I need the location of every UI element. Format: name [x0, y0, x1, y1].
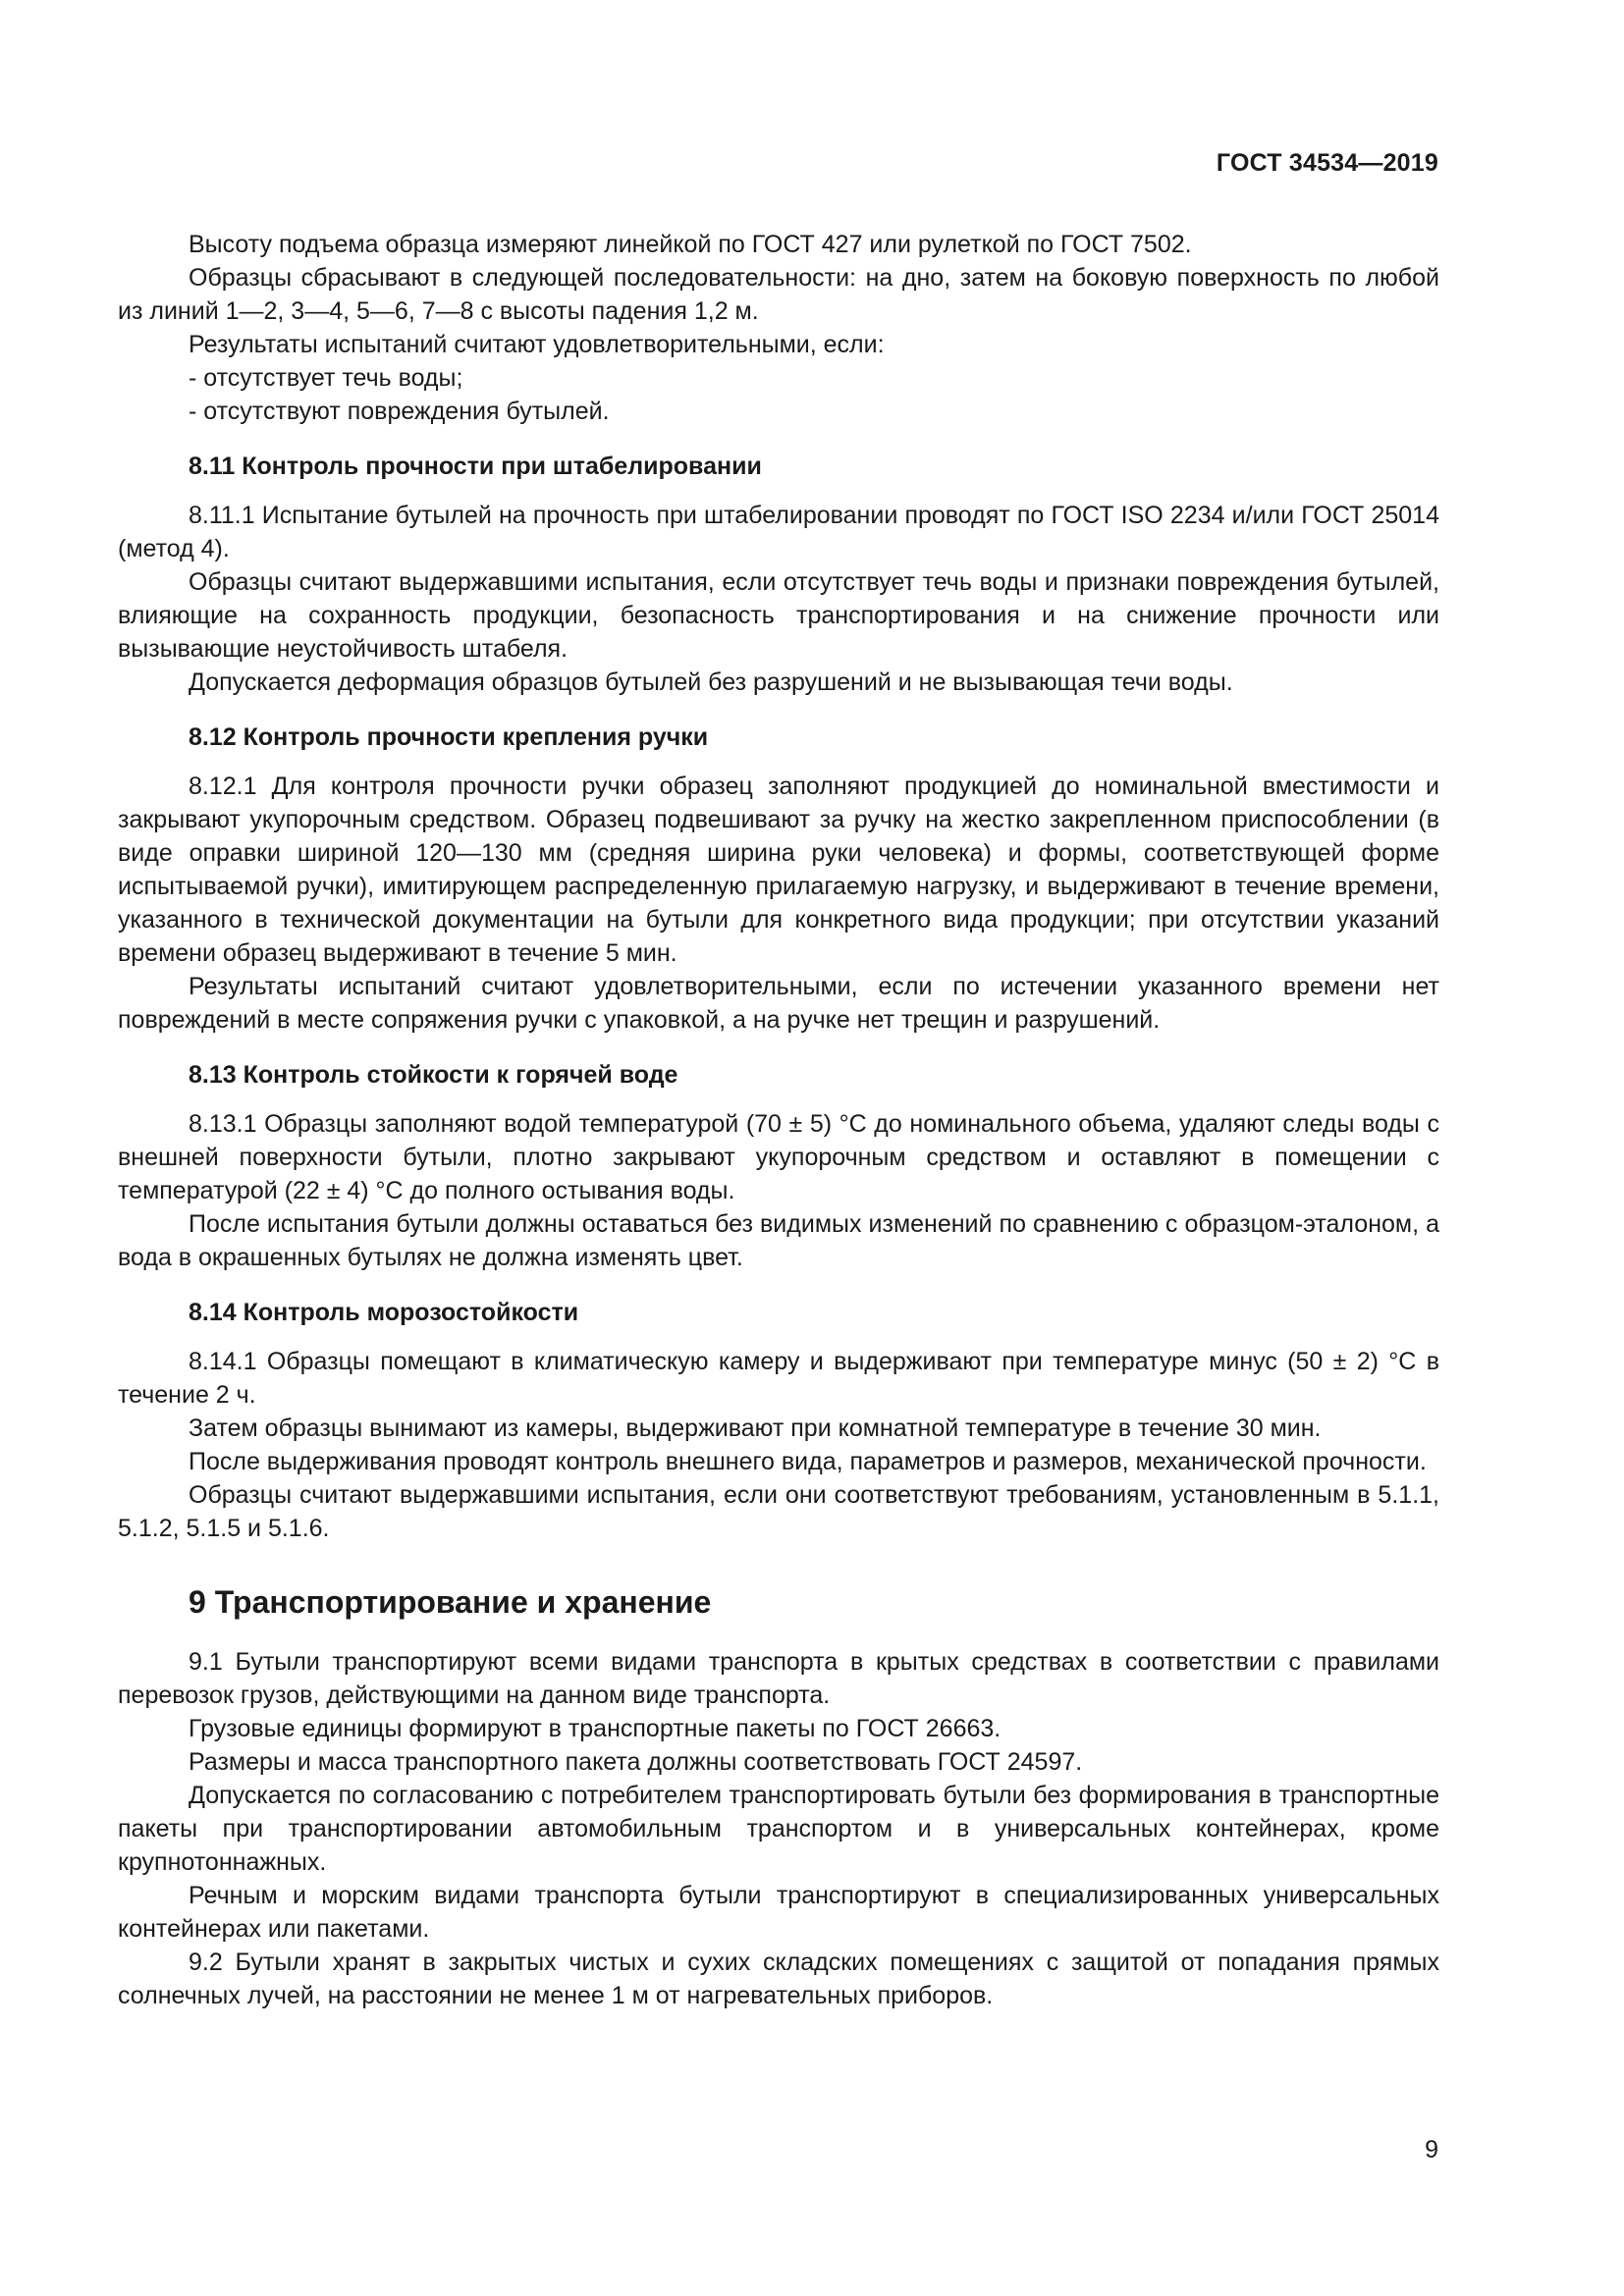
paragraph: Результаты испытаний считают удовлетворительными, если: — [189, 331, 885, 358]
list-item: - отсутствует течь воды; — [189, 364, 463, 392]
paragraph: 8.12.1 Для контроля прочности ручки образец заполняют продукцией до номинальной вместимости и закрывают укупорочным средством. Образец подвешивают за ручку на жестко закрепленном приспособлении (в виде оправки шириной 120—130 мм (средняя ширина руки человека) и формы, соответствующей форме испытываемой ручки), имитирующем распределенную прилагаемую нагрузку, и выдерживают в течение времени, указанного в технической документации на бутыли для конкретного вида продукции; при отсутствии указаний времени образец выдерживают в течение 5 мин. — [118, 773, 1439, 967]
paragraph: После выдерживания проводят контроль внешнего вида, параметров и размеров, механической прочности. — [189, 1448, 1427, 1475]
chapter-heading: 9 Транспортирование и хранение — [189, 1584, 712, 1620]
list-item: - отсутствуют повреждения бутылей. — [189, 398, 610, 425]
paragraph: Результаты испытаний считают удовлетворительными, если по истечении указанного времени нет повреждений в месте сопряжения ручки с упаковкой, а на ручке нет трещин и разрушений. — [118, 973, 1439, 1034]
section-8-11 — [118, 450, 1439, 699]
paragraph: Размеры и масса транспортного пакета должны соответствовать ГОСТ 24597. — [189, 1748, 1083, 1776]
section-heading: 8.13 Контроль стойкости к горячей воде — [189, 1061, 678, 1089]
section-heading: 8.14 Контроль морозостойкости — [189, 1299, 579, 1326]
paragraph: Допускается по согласованию с потребителем транспортировать бутыли без формирования в транспортные пакеты при транспортировании автомобильным транспортом и в универсальных контейнерах, кроме крупнотоннажных. — [118, 1782, 1439, 1876]
paragraph: Образцы считают выдержавшими испытания, если они соответствуют требованиям, установленным в 5.1.1, 5.1.2, 5.1.5 и 5.1.6. — [118, 1481, 1439, 1542]
paragraph: 9.2 Бутыли хранят в закрытых чистых и сухих складских помещениях с защитой от попадания прямых солнечных лучей, на расстоянии не менее 1 м от нагревательных приборов. — [118, 1949, 1439, 2009]
paragraph: Грузовые единицы формируют в транспортные пакеты по ГОСТ 26663. — [189, 1715, 1001, 1742]
paragraph: 8.11.1 Испытание бутылей на прочность при штабелировании проводят по ГОСТ ISO 2234 и/или ГОСТ 25014 (метод 4). — [118, 502, 1439, 562]
chapter-9 — [118, 1582, 1439, 2012]
intro-block — [118, 228, 1439, 428]
section-8-14 — [118, 1296, 1439, 1545]
page-content — [118, 228, 1439, 2012]
document-code-header: ГОСТ 34534—2019 — [1216, 149, 1438, 177]
paragraph: 8.13.1 Образцы заполняют водой температурой (70 ± 5) °С до номинального объема, удаляют следы воды с внешней поверхности бутыли, плотно закрывают укупорочным средством и оставляют в помещении с температурой (22 ± 4) °С до полного остывания воды. — [118, 1110, 1439, 1204]
paragraph: Затем образцы вынимают из камеры, выдерживают при комнатной температуре в течение 30 мин. — [189, 1415, 1322, 1442]
paragraph: Образцы сбрасывают в следующей последовательности: на дно, затем на боковую поверхность по любой из линий 1—2, 3—4, 5—6, 7—8 с высоты падения 1,2 м. — [118, 264, 1439, 325]
section-heading: 8.12 Контроль прочности крепления ручки — [189, 723, 709, 751]
section-heading: 8.11 Контроль прочности при штабелировании — [189, 453, 762, 480]
paragraph: Образцы считают выдержавшими испытания, если отсутствует течь воды и признаки повреждения бутылей, влияющие на сохранность продукции, безопасность транспортирования и на снижение прочности или вызывающие неустойчивость штабеля. — [118, 568, 1439, 663]
section-8-13 — [118, 1058, 1439, 1274]
paragraph: Допускается деформация образцов бутылей без разрушений и не вызывающая течи воды. — [189, 668, 1233, 696]
paragraph: После испытания бутыли должны оставаться без видимых изменений по сравнению с образцом-эталоном, а вода в окрашенных бутылях не должна изменять цвет. — [118, 1210, 1439, 1271]
page-number: 9 — [1425, 2136, 1438, 2163]
paragraph: Речным и морским видами транспорта бутыли транспортируют в специализированных универсальных контейнерах или пакетами. — [118, 1882, 1439, 1943]
paragraph: 8.14.1 Образцы помещают в климатическую камеру и выдерживают при температуре минус (50 ± 2) °С в течение 2 ч. — [118, 1348, 1439, 1409]
section-8-12 — [118, 721, 1439, 1037]
paragraph: 9.1 Бутыли транспортируют всеми видами транспорта в крытых средствах в соответствии с правилами перевозок грузов, действующими на данном виде транспорта. — [118, 1648, 1439, 1709]
paragraph: Высоту подъема образца измеряют линейкой по ГОСТ 427 или рулеткой по ГОСТ 7502. — [189, 231, 1192, 258]
